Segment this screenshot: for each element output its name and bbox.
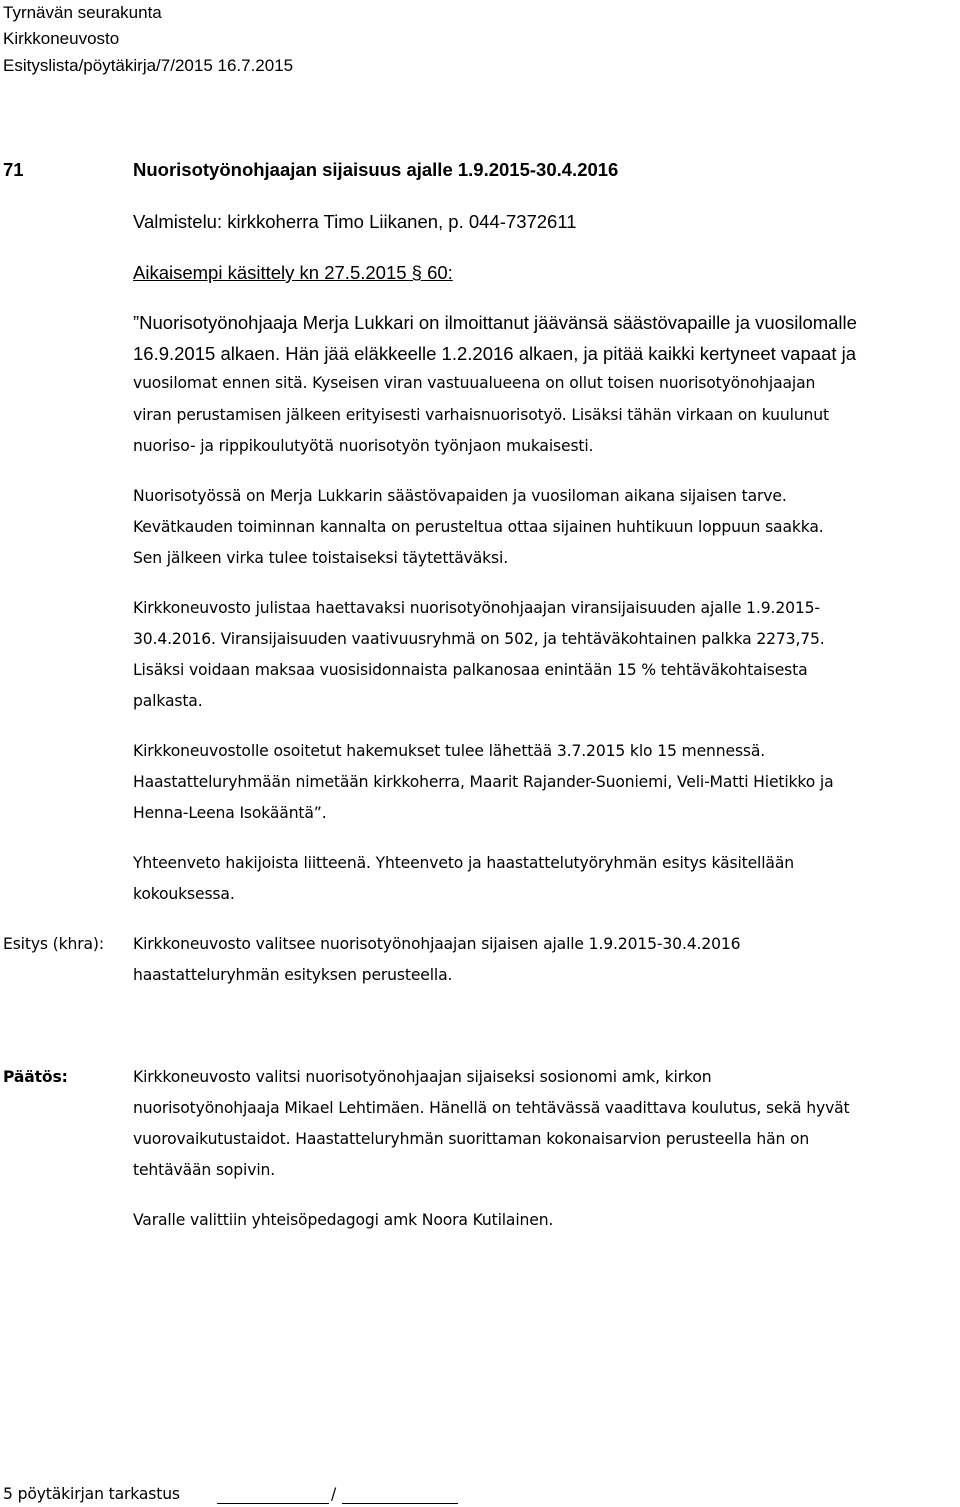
- footer-slash: /: [331, 1485, 337, 1503]
- signature-blank-1: [217, 1503, 329, 1504]
- paragraph-2-line-2: 30.4.2016. Viransijaisuuden vaativuusryhmä on 502, ja tehtäväkohtainen palkka 2273,75.: [133, 630, 825, 648]
- paragraph-4-line-1: Yhteenveto hakijoista liitteenä. Yhteenveto ja haastattelutyöryhmän esitys käsitellään: [133, 854, 794, 872]
- esitys-line-2: haastatteluryhmän esityksen perusteella.: [133, 966, 453, 984]
- body-name: Kirkkoneuvosto: [3, 29, 120, 48]
- valmistelu-line: Valmistelu: kirkkoherra Timo Liikanen, p. 044-7372611: [133, 211, 577, 232]
- parish-name: Tyrnävän seurakunta: [3, 3, 162, 22]
- paatos-line-2: nuorisotyönohjaaja Mikael Lehtimäen. Hänellä on tehtävässä vaadittava koulutus, sekä hyvät: [133, 1099, 850, 1117]
- signature-blank-2: [342, 1503, 458, 1504]
- quote-line-2: 16.9.2015 alkaen. Hän jää eläkkeelle 1.2.2016 alkaen, ja pitää kaikki kertyneet vapaat ja: [133, 343, 857, 364]
- esitys-label: Esitys (khra):: [3, 935, 104, 953]
- paragraph-1-line-3: Sen jälkeen virka tulee toistaiseksi täytettäväksi.: [133, 549, 509, 567]
- esitys-line-1: Kirkkoneuvosto valitsee nuorisotyönohjaajan sijaisen ajalle 1.9.2015-30.4.2016: [133, 935, 741, 953]
- section-number: 71: [3, 159, 24, 180]
- document-reference: Esityslista/pöytäkirja/7/2015 16.7.2015: [3, 56, 294, 75]
- varalle-line: Varalle valittiin yhteisöpedagogi amk Noora Kutilainen.: [133, 1211, 554, 1229]
- paragraph-1-line-2: Kevätkauden toiminnan kannalta on perusteltua ottaa sijainen huhtikuun loppuun saakka.: [133, 518, 824, 536]
- quote-line-3: vuosilomat ennen sitä. Kyseisen viran vastuualueena on ollut toisen nuorisotyönohjaajan: [133, 374, 816, 392]
- footer-check-label: 5 pöytäkirjan tarkastus: [3, 1485, 180, 1503]
- paatos-line-1: Kirkkoneuvosto valitsi nuorisotyönohjaajan sijaiseksi sosionomi amk, kirkon: [133, 1068, 712, 1086]
- paatos-label: Päätös:: [3, 1068, 68, 1086]
- paragraph-3-line-1: Kirkkoneuvostolle osoitetut hakemukset tulee lähettää 3.7.2015 klo 15 mennessä.: [133, 742, 766, 760]
- paragraph-3-line-3: Henna-Leena Isokääntä”.: [133, 804, 327, 822]
- quote-line-4: viran perustamisen jälkeen erityisesti varhaisnuorisotyö. Lisäksi tähän virkaan on kuulunut: [133, 406, 829, 424]
- paatos-line-3: vuorovaikutustaidot. Haastatteluryhmän suorittaman kokonaisarvion perusteella hän on: [133, 1130, 810, 1148]
- quote-line-1: ”Nuorisotyönohjaaja Merja Lukkari on ilmoittanut jäävänsä säästövapaille ja vuosilomalle: [133, 312, 857, 333]
- section-title: Nuorisotyönohjaajan sijaisuus ajalle 1.9.2015-30.4.2016: [133, 159, 619, 180]
- paragraph-2-line-1: Kirkkoneuvosto julistaa haettavaksi nuorisotyönohjaajan viransijaisuuden ajalle 1.9.2015-: [133, 599, 820, 617]
- paragraph-1-line-1: Nuorisotyössä on Merja Lukkarin säästövapaiden ja vuosiloman aikana sijaisen tarve.: [133, 487, 787, 505]
- paragraph-4-line-2: kokouksessa.: [133, 885, 235, 903]
- paragraph-2-line-4: palkasta.: [133, 692, 203, 710]
- previous-handling-line: Aikaisempi käsittely kn 27.5.2015 § 60:: [133, 262, 453, 283]
- paragraph-2-line-3: Lisäksi voidaan maksaa vuosisidonnaista palkanosaa enintään 15 % tehtäväkohtaisesta: [133, 661, 808, 679]
- paatos-line-4: tehtävään sopivin.: [133, 1161, 276, 1179]
- paragraph-3-line-2: Haastatteluryhmään nimetään kirkkoherra, Maarit Rajander-Suoniemi, Veli-Matti Hietikko ja: [133, 773, 834, 791]
- quote-line-5: nuoriso- ja rippikoulutyötä nuorisotyön työnjaon mukaisesti.: [133, 437, 594, 455]
